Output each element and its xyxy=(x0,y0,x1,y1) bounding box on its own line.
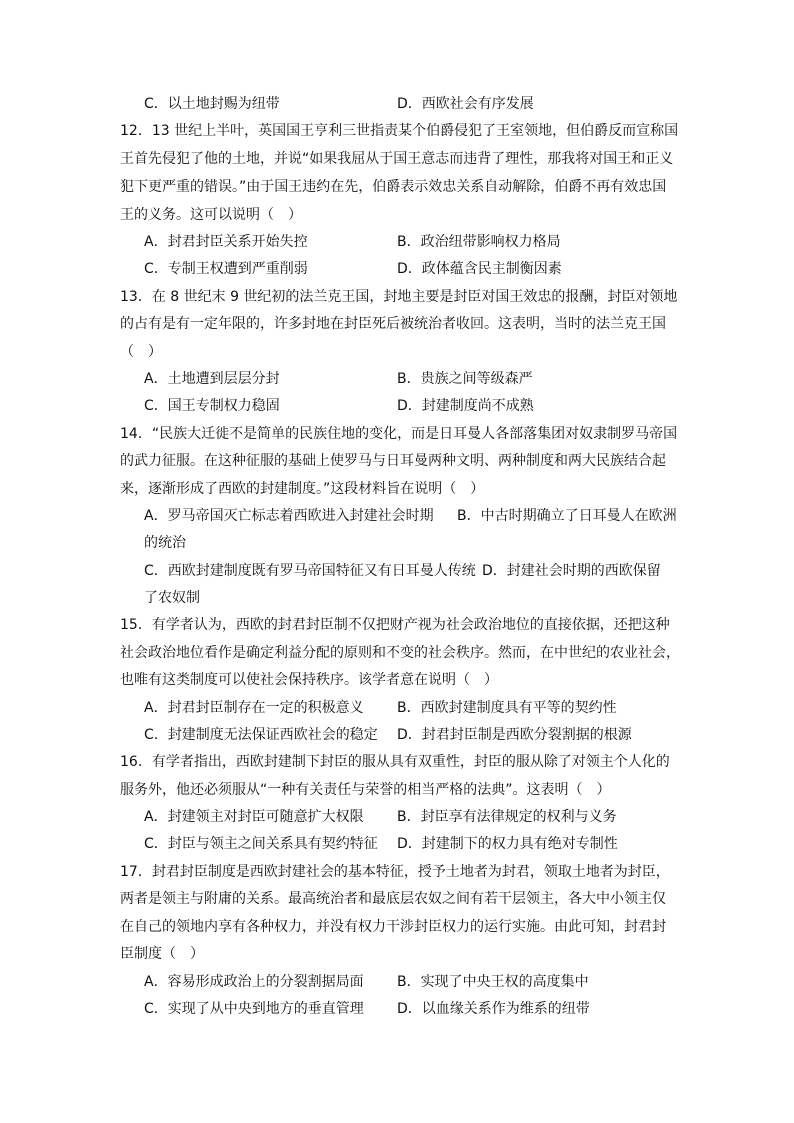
question-17-line-2: 两者是领主与附庸的关系。最高统治者和最底层农奴之间有若干层领主，各大中小领主仅 xyxy=(120,891,666,907)
option-b: B．西欧封建制度具有平等的契约性 xyxy=(397,700,617,716)
question-13-line-3: （ ） xyxy=(120,344,162,360)
question-13-line-1: 13．在 8 世纪末 9 世纪初的法兰克王国，封地主要是封臣对国王效忠的报酬，封臣对领地 xyxy=(120,289,678,305)
option-c: C．封臣与领主之间关系具有契约特征 xyxy=(144,836,378,852)
option-a: A．封君封臣制存在一定的积极意义 xyxy=(144,700,364,716)
option-a: A．土地遭到层层分封 xyxy=(144,371,280,387)
option-c: C．实现了从中央到地方的垂直管理 xyxy=(144,1001,364,1017)
option-b: B．贵族之间等级森严 xyxy=(397,371,533,387)
option-d: D．政体蕴含民主制衡因素 xyxy=(397,261,562,277)
option-b: B．中古时期确立了日耳曼人在欧洲 xyxy=(457,508,677,524)
option-d: D．以血缘关系作为维系的纽带 xyxy=(397,1001,590,1017)
option-a: A．容易形成政治上的分裂割据局面 xyxy=(144,974,364,990)
option-c: C．西欧封建制度既有罗马帝国特征又有日耳曼人传统 xyxy=(144,563,476,579)
option-a: A．罗马帝国灭亡标志着西欧进入封建社会时期 xyxy=(144,508,434,524)
option-a: A．封君封臣关系开始失控 xyxy=(144,234,308,250)
question-15-line-2: 社会政治地位看作是确定利益分配的原则和不变的社会秩序。然而，在中世纪的农业社会， xyxy=(120,645,680,661)
question-13-line-2: 的占有是有一定年限的，许多封地在封臣死后被统治者收回。这表明，当时的法兰克王国 xyxy=(120,316,666,332)
question-16-line-2: 服务外，他还必须服从“一种有关责任与荣誉的相当严格的法典”。这表明（ ） xyxy=(120,782,611,798)
option-a: A．封建领主对封臣可随意扩大权限 xyxy=(144,809,364,825)
question-17-line-3: 在自己的领地内享有各种权力，并没有权力干涉封臣权力的运行实施。由此可知，封君封 xyxy=(120,919,666,935)
question-14-line-1: 14．“民族大迁徙不是简单的民族住地的变化，而是日耳曼人各部落集团对奴隶制罗马帝国 xyxy=(120,426,678,442)
question-12-line-2: 王首先侵犯了他的土地，并说“如果我屈从于国王意志而违背了理性，那我将对国王和正义 xyxy=(120,151,674,167)
option-d: D．封建制下的权力具有绝对专制性 xyxy=(397,836,618,852)
option-c: C．国王专制权力稳固 xyxy=(144,398,280,414)
question-12-line-3: 犯下更严重的错误。”由于国王违约在先，伯爵表示效忠关系自动解除，伯爵不再有效忠国 xyxy=(120,179,667,195)
option-c: C．以土地封赐为纽带 xyxy=(144,96,280,112)
option-b-continued: 的统治 xyxy=(144,535,186,551)
question-12-line-1: 12．13 世纪上半叶，英国国王亨利三世指责某个伯爵侵犯了王室领地，但伯爵反而宣称国 xyxy=(120,123,679,139)
option-c: C．专制王权遭到严重削弱 xyxy=(144,261,308,277)
option-d: D．封君封臣制是西欧分裂割据的根源 xyxy=(397,727,632,743)
option-b: B．实现了中央王权的高度集中 xyxy=(397,974,589,990)
option-b: B．政治纽带影响权力格局 xyxy=(397,234,561,250)
option-d: D．封建制度尚不成熟 xyxy=(397,398,534,414)
question-17-line-4: 臣制度（ ） xyxy=(120,946,204,962)
question-16-line-1: 16．有学者指出，西欧封建制下封臣的服从具有双重性，封臣的服从除了对领主个人化的 xyxy=(120,754,670,770)
option-c: C．封建制度无法保证西欧社会的稳定 xyxy=(144,727,378,743)
option-b: B．封臣享有法律规定的权利与义务 xyxy=(397,809,617,825)
question-14-line-3: 来，逐渐形成了西欧的封建制度。”这段材料旨在说明（ ） xyxy=(120,481,485,497)
question-15-line-3: 也唯有这类制度可以使社会保持秩序。该学者意在说明（ ） xyxy=(120,672,498,688)
option-d: D．西欧社会有序发展 xyxy=(397,96,534,112)
question-17-line-1: 17．封君封臣制度是西欧封建社会的基本特征，授予土地者为封君，领取土地者为封臣， xyxy=(120,864,670,880)
question-15-line-1: 15．有学者认为，西欧的封君封臣制不仅把财产视为社会政治地位的直接依据，还把这种 xyxy=(120,617,670,633)
question-14-line-2: 的武力征服。在这种征服的基础上使罗马与日耳曼两种文明、两种制度和两大民族结合起 xyxy=(120,453,666,469)
option-d-continued: 了农奴制 xyxy=(144,590,200,606)
question-12-line-4: 王的义务。这可以说明（ ） xyxy=(120,207,302,223)
option-d: D．封建社会时期的西欧保留 xyxy=(482,563,661,579)
